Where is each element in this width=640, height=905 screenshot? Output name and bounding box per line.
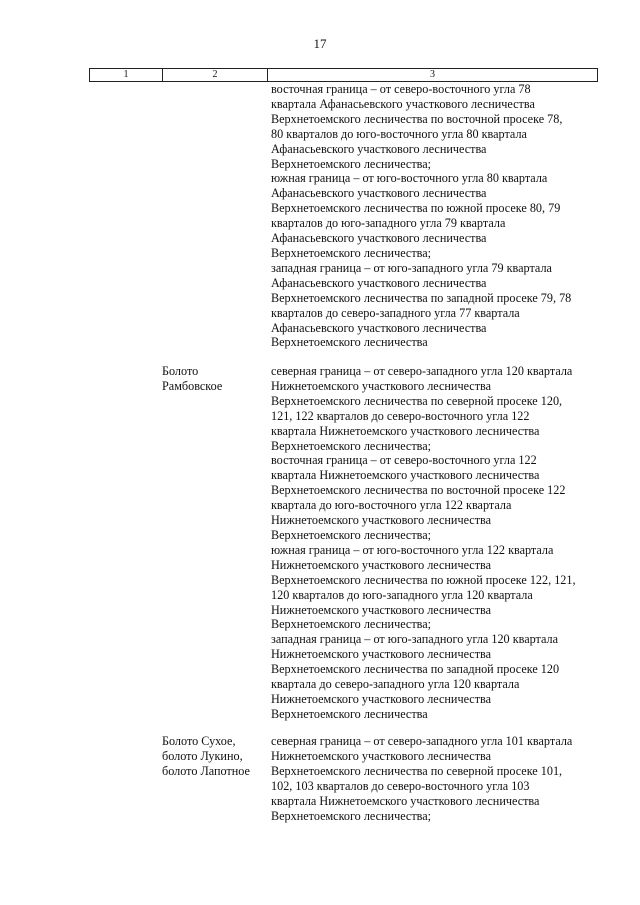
description-line: восточная граница – от северо-восточного угла 122 [271,453,537,468]
description-line: квартала до северо-западного угла 120 квартала [271,677,520,692]
description-line: квартала Нижнетоемского участкового лесничества [271,423,540,438]
description-line: Нижнетоемского участкового лесничества [271,513,492,528]
block-3-description [271,734,611,823]
description-line: Верхнетоемского лесничества; [271,527,432,542]
description-line: 102, 103 кварталов до северо-восточного угла 103 [271,778,530,793]
description-line: Нижнетоемского участкового лесничества [271,602,492,617]
description-line: Нижнетоемского участкового лесничества [271,691,492,706]
description-line: Верхнетоемского лесничества по восточной просеке 122 [271,483,566,498]
description-line: Нижнетоемского участкового лесничества [271,748,492,763]
object-name-bolota-sukhoe-lukino-lapotnoe [162,734,266,779]
description-line: Афанасьевского участкового лесничества [271,141,487,156]
description-line: Верхнетоемского лесничества; [271,617,432,632]
description-line: Верхнетоемского лесничества по южной просеке 80, 79 [271,201,561,216]
description-line: квартала Нижнетоемского участкового лесничества [271,793,540,808]
description-line: Верхнетоемского лесничества; [271,245,432,260]
description-line: Верхнетоемского лесничества по восточной просеке 78, [271,111,563,126]
description-line: Верхнетоемского лесничества по западной просеке 79, 78 [271,290,572,305]
table-header-row [89,68,598,82]
object-name-line: болото Лапотное [162,763,250,778]
description-line: 120 кварталов до юго-западного угла 120 квартала [271,587,533,602]
page-number: 17 [313,36,327,51]
description-line: кварталов до юго-западного угла 79 квартала [271,216,506,231]
description-line: Афанасьевского участкового лесничества [271,320,487,335]
description-line: южная граница – от юго-восточного угла 122 квартала [271,542,554,557]
description-line: Нижнетоемского участкового лесничества [271,557,492,572]
description-line: Нижнетоемского участкового лесничества [271,647,492,662]
description-line: Верхнетоемского лесничества [271,706,428,721]
description-line: Верхнетоемского лесничества по северной просеке 101, [271,763,563,778]
description-line: Верхнетоемского лесничества; [271,808,432,823]
description-line: Афанасьевского участкового лесничества [271,275,487,290]
description-line: Афанасьевского участкового лесничества [271,231,487,246]
object-name-line: Рамбовское [162,378,223,393]
description-line: квартала Афанасьевского участкового лесничества [271,96,535,111]
description-line: квартала Нижнетоемского участкового лесничества [271,468,540,483]
description-line: западная граница – от юго-западного угла 120 квартала [271,632,559,647]
description-line: Нижнетоемского участкового лесничества [271,378,492,393]
object-name-bolot-rambovskoe [162,364,266,394]
description-line: 121, 122 кварталов до северо-восточного угла 122 [271,408,530,423]
object-name-line: Болото [162,364,199,378]
description-line: западная граница – от юго-западного угла 79 квартала [271,260,552,275]
object-name-line: болото Лукино, [162,748,243,763]
description-line: 80 кварталов до юго-восточного угла 80 квартала [271,126,527,141]
description-line: Верхнетоемского лесничества по западной просеке 120 [271,662,560,677]
description-line: Верхнетоемского лесничества по северной просеке 120, [271,393,563,408]
header-cell-2: 2 [212,69,218,80]
description-line: квартала до юго-восточного угла 122 квартала [271,498,512,513]
description-line: северная граница – от северо-западного угла 101 квартала [271,734,573,748]
description-line: Верхнетоемского лесничества по южной просеке 122, 121, [271,572,576,587]
header-cell-1: 1 [123,69,129,80]
description-line: Верхнетоемского лесничества; [271,156,432,171]
description-line: северная граница – от северо-западного угла 120 квартала [271,364,573,378]
description-line: Верхнетоемского лесничества; [271,438,432,453]
description-line: восточная граница – от северо-восточного угла 78 [271,82,531,96]
object-name-line: Болото Сухое, [162,734,236,748]
block-2-description [271,364,611,722]
description-line: южная граница – от юго-восточного угла 80 квартала [271,171,548,186]
description-line: Афанасьевского участкового лесничества [271,186,487,201]
description-line: Верхнетоемского лесничества [271,335,428,350]
header-cell-3: 3 [430,69,435,80]
block-1-description [271,82,611,350]
description-line: кварталов до северо-западного угла 77 квартала [271,305,520,320]
